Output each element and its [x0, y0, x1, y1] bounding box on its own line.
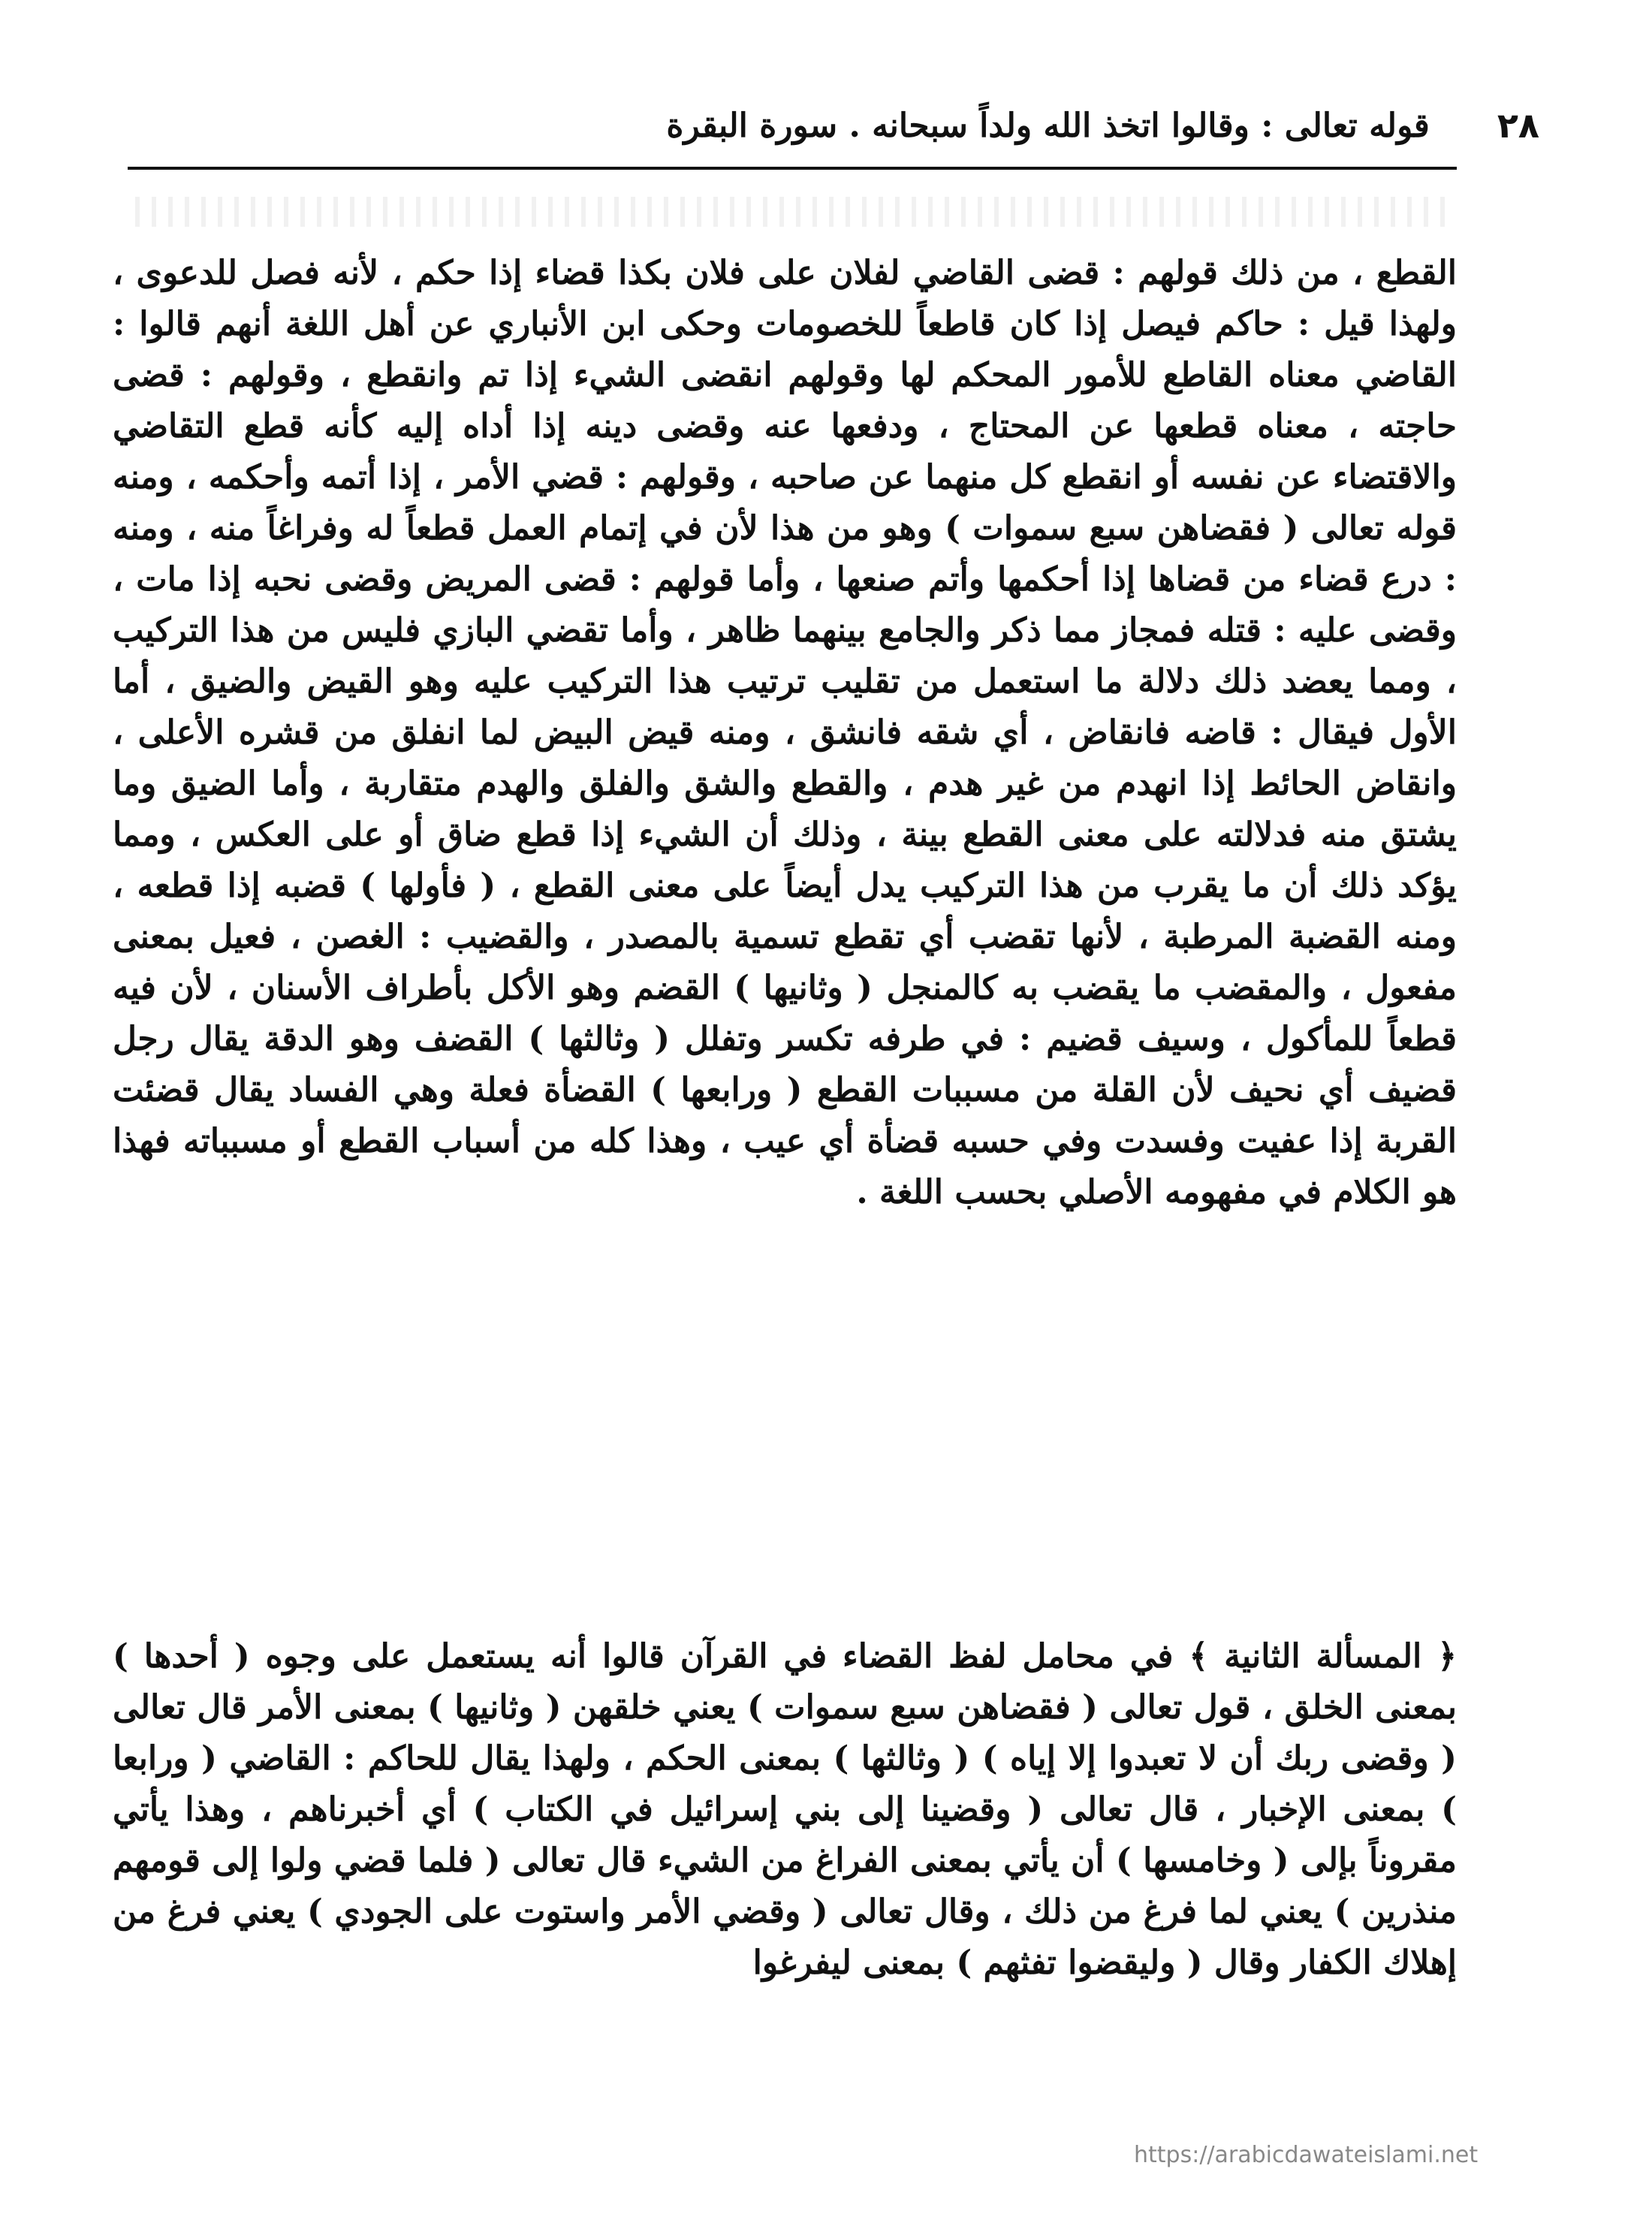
header-divider: [128, 167, 1457, 170]
page-number: ٢٨: [1497, 105, 1539, 146]
body-section-two: [113, 1631, 1457, 1989]
running-title: قوله تعالى : وقالوا اتخذ الله ولداً سبحانه . سورة البقرة: [666, 106, 1430, 145]
source-watermark: https://arabicdawateislami.net: [1134, 2142, 1479, 2168]
body-section-one: [113, 248, 1457, 1218]
paragraph-second-issue: ﴿ المسألة الثانية ﴾ في محامل لفظ القضاء في القرآن قالوا أنه يستعمل على وجوه ( أحدها ) بمعنى الخلق ، قول تعالى ( فقضاهن سبع سموات ) يعني خلقهن ( وثانيها ) بمعنى الأمر قال تعالى ( وقضى ربك أن لا تعبدوا إلا إياه ) ( وثالثها ) بمعنى الحكم ، ولهذا يقال للحاكم : القاضي ( ورابعا ) بمعنى الإخبار ، قال تعالى ( وقضينا إلى بني إسرائيل في الكتاب ) أي أخبرناهم ، وهذا يأتي مقروناً بإلى ( وخامسها ) أن يأتي بمعنى الفراغ من الشيء قال تعالى ( فلما قضي ولوا إلى قومهم منذرين ) يعني لما فرغ من ذلك ، وقال تعالى ( وقضي الأمر واستوت على الجودي ) يعني فرغ من إهلاك الكفار وقال ( وليقضوا تفثهم ) بمعنى ليفرغوا: [113, 1637, 1457, 1982]
page-header: [113, 84, 1539, 167]
scan-noise: [135, 197, 1457, 227]
paragraph-linguistic-meaning: القطع ، من ذلك قولهم : قضى القاضي لفلان على فلان بكذا قضاء إذا حكم ، لأنه فصل للدعوى ، ولهذا قيل : حاكم فيصل إذا كان قاطعاً للخصومات وحكى ابن الأنباري عن أهل اللغة أنهم قالوا : القاضي معناه القاطع للأمور المحكم لها وقولهم انقضى الشيء إذا تم وانقطع ، وقولهم : قضى حاجته ، معناه قطعها عن المحتاج ، ودفعها عنه وقضى دينه إذا أداه إليه كأنه قطع التقاضي والاقتضاء عن نفسه أو انقطع كل منهما عن صاحبه ، وقولهم : قضي الأمر ، إذا أتمه وأحكمه ، ومنه قوله تعالى ( فقضاهن سبع سموات ) وهو من هذا لأن في إتمام العمل قطعاً له وفراغاً منه ، ومنه : درع قضاء من قضاها إذا أحكمها وأتم صنعها ، وأما قولهم : قضى المريض وقضى نحبه إذا مات ، وقضى عليه : قتله فمجاز مما ذكر والجامع بينهما ظاهر ، وأما تقضي البازي فليس من هذا التركيب ، ومما يعضد ذلك دلالة ما استعمل من تقليب ترتيب هذا التركيب عليه وهو القيض والضيق ، أما الأول فيقال : قاضه فانقاض ، أي شقه فانشق ، ومنه قيض البيض لما انفلق من قشره الأعلى ، وانقاض الحائط إذا انهدم من غير هدم ، والقطع والشق والفلق والهدم متقاربة ، وأما الضيق وما يشتق منه فدلالته على معنى القطع بينة ، وذلك أن الشيء إذا قطع ضاق أو على العكس ، ومما يؤكد ذلك أن ما يقرب من هذا التركيب يدل أيضاً على معنى القطع ، ( فأولها ) قضبه إذا قطعه ، ومنه القضبة المرطبة ، لأنها تقضب أي تقطع تسمية بالمصدر ، والقضيب : الغصن ، فعيل بمعنى مفعول ، والمقضب ما يقضب به كالمنجل ( وثانيها ) القضم وهو الأكل بأطراف الأسنان ، لأن فيه قطعاً للمأكول ، وسيف قضيم : في طرفه تكسر وتفلل ( وثالثها ) القضف وهو الدقة يقال رجل قضيف أي نحيف لأن القلة من مسببات القطع ( ورابعها ) القضأة فعلة وهي الفساد يقال قضئت القربة إذا عفيت وفسدت وفي حسبه قضأة أي عيب ، وهذا كله من أسباب القطع أو مسبباته فهذا هو الكلام في مفهومه الأصلي بحسب اللغة .: [113, 254, 1457, 1211]
